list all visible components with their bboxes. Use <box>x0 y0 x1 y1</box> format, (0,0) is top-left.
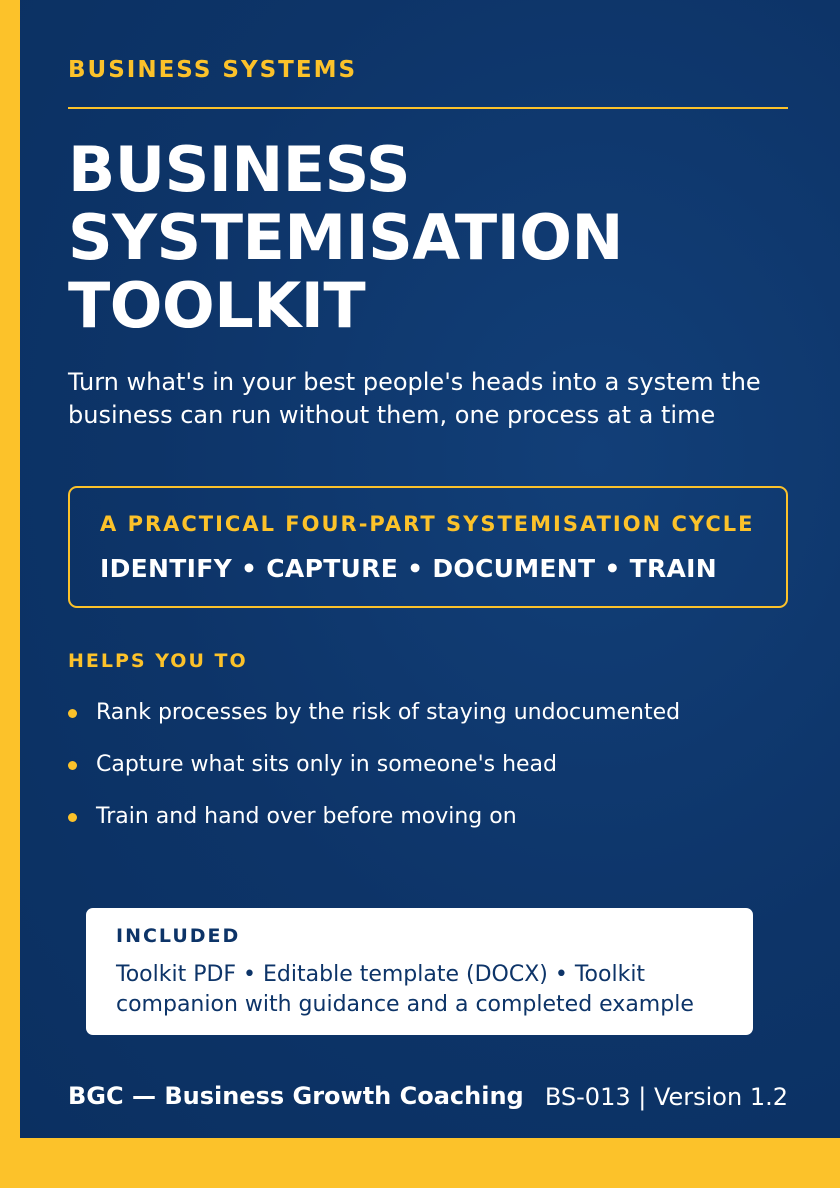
included-heading: INCLUDED <box>116 925 241 947</box>
cycle-steps: IDENTIFY • CAPTURE • DOCUMENT • TRAIN <box>100 554 718 583</box>
footer-brand: BGC — Business Growth Coaching <box>68 1082 524 1110</box>
benefit-text: Train and hand over before moving on <box>96 804 517 829</box>
included-card <box>86 908 753 1035</box>
benefit-text: Rank processes by the risk of staying undocumented <box>96 700 681 725</box>
title-line: SYSTEMISATION <box>68 201 623 274</box>
cover-panel <box>20 0 840 1138</box>
helps-heading: HELPS YOU TO <box>68 650 248 672</box>
bullet-dot-icon <box>68 761 77 770</box>
document-subtitle: Turn what's in your best people's heads into a system the business can run without them, one process at a time <box>68 368 761 429</box>
bullet-dot-icon <box>68 813 77 822</box>
category-eyebrow: BUSINESS SYSTEMS <box>68 57 358 83</box>
list-item <box>68 798 680 850</box>
title-line: TOOLKIT <box>68 269 366 342</box>
benefits-list <box>68 694 680 850</box>
document-title <box>68 133 808 342</box>
list-item <box>68 694 680 746</box>
included-text: Toolkit PDF • Editable template (DOCX) • Toolkit companion with guidance and a completed example <box>116 962 694 1017</box>
header-divider <box>68 107 788 109</box>
bullet-dot-icon <box>68 709 77 718</box>
list-item <box>68 746 680 798</box>
footer-version: BS-013 | Version 1.2 <box>544 1083 788 1111</box>
cycle-box <box>68 486 788 608</box>
cycle-label: A PRACTICAL FOUR-PART SYSTEMISATION CYCLE <box>100 512 755 536</box>
title-line: BUSINESS <box>68 133 411 206</box>
benefit-text: Capture what sits only in someone's head <box>96 752 557 777</box>
